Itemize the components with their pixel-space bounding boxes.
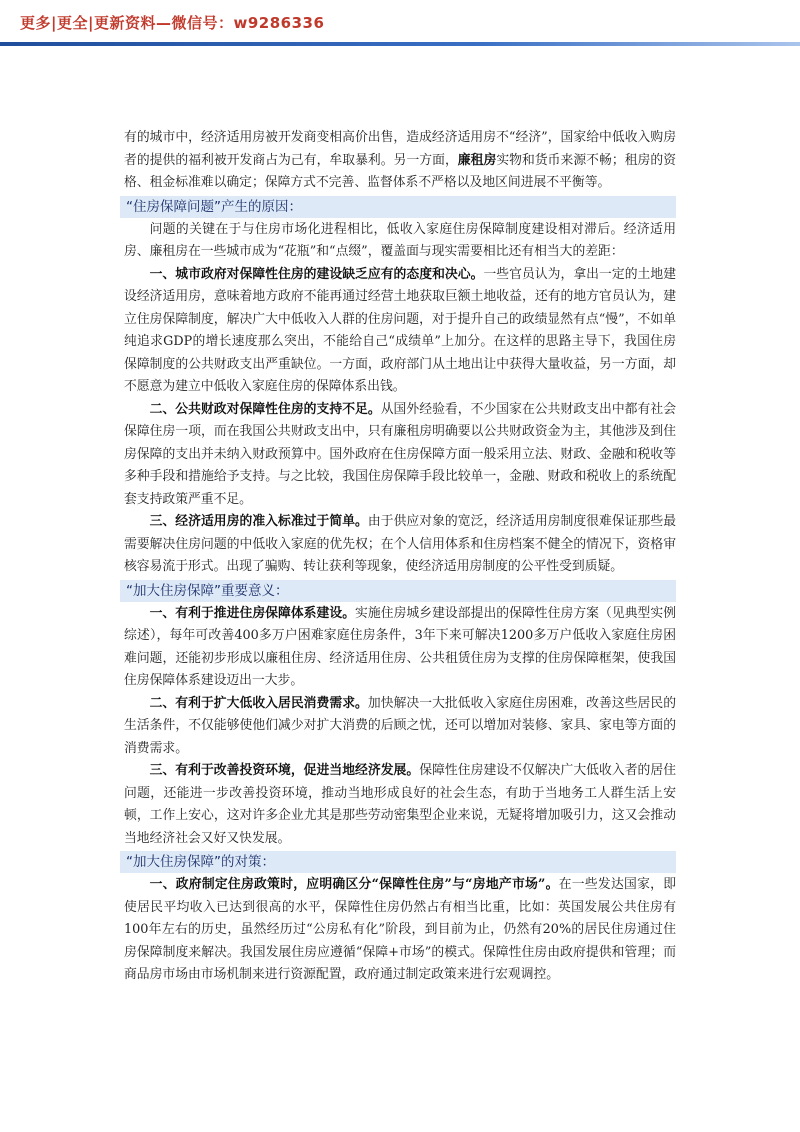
article-body	[124, 127, 676, 987]
item-title: 一、有利于推进住房保障体系建设。	[149, 605, 356, 621]
significance-item	[124, 603, 676, 693]
causes-item	[124, 511, 676, 579]
header-bar	[0, 0, 800, 52]
item-text: 由于供应对象的宽泛，经济适用房制度很难保证那些最需要解决住房问题的中低收入家庭的优先权；在个人信用体系和住房档案不健全的情况下，资格审核容易流于形式。出现了骗购、转让获利等现象，使经济适用房制度的公平性受到质疑。	[124, 514, 677, 574]
significance-item	[124, 693, 676, 761]
significance-item	[124, 760, 676, 850]
item-title: 一、政府制定住房政策时，应明确区分“保障性住房”与“房地产市场”。	[149, 877, 559, 892]
causes-item	[124, 399, 676, 512]
item-text: 实施住房城乡建设部提出的保障性住房方案（见典型实例综述），每年可改善400多万户困难家庭住房条件，3年下来可解决1200多万户低收入家庭住房困难问题，还能初步形成以廉租住房、经济适用住房、公共租赁住房为支撑的住房保障框架，使我国住房保障体系建设迈出一大步。	[124, 605, 677, 688]
item-title: 一、城市政府对保障性住房的建设缺乏应有的态度和决心。	[149, 266, 484, 282]
section-heading-countermeasures: “加大住房保障”的对策：	[120, 851, 676, 873]
item-title: 三、经济适用房的准入标准过于简单。	[149, 514, 368, 529]
wechat-banner: 更多|更全|更新资料—微信号：w9286336	[20, 14, 325, 32]
header-rule	[0, 42, 800, 46]
intro-paragraph	[124, 127, 676, 195]
item-text: 保障性住房建设不仅解决广大低收入者的居住问题，还能进一步改善投资环境，推动当地形成良好的社会生态，有助于当地务工人群生活上安顿，工作上安心，这对许多企业尤其是那些劳动密集型企业来说，无疑将增加吸引力，这又会推动当地经济社会又好又快发展。	[124, 763, 677, 846]
intro-bold: 廉租房	[457, 152, 497, 168]
item-text: 加快解决一大批低收入家庭住房困难，改善这些居民的生活条件，不仅能够使他们减少对扩大消费的后顾之忧，还可以增加对装修、家具、家电等方面的消费需求。	[124, 695, 677, 756]
intro-text-b: 实物和货币来源不畅；租房的资格、租金标准难以确定；保障方式不完善、监督体系不严格以及地区间进展不平衡等。	[124, 152, 677, 190]
item-title: 二、公共财政对保障性住房的支持不足。	[149, 401, 381, 417]
causes-item	[124, 264, 676, 399]
item-text: 在一些发达国家，即使居民平均收入已达到很高的水平，保障性住房仍然占有相当比重，比如：英国发展公共住房有100年左右的历史，虽然经历过“公房私有化”阶段，到目前为止，仍然有20%的居民住房通过住房保障制度来解决。我国发展住房应遵循“保障+市场”的模式。保障性住房由政府提供和管理；而商品房市场由市场机制来进行资源配置，政府通过制定政策来进行宏观调控。	[124, 877, 677, 982]
causes-lead-paragraph: 问题的关键在于与住房市场化进程相比，低收入家庭住房保障制度建设相对滞后。经济适用房、廉租房在一些城市成为“花瓶”和“点缀”，覆盖面与现实需要相比还有相当大的差距：	[124, 221, 676, 259]
item-title: 二、有利于扩大低收入居民消费需求。	[149, 695, 368, 711]
item-text: 一些官员认为，拿出一定的土地建设经济适用房，意味着地方政府不能再通过经营土地获取巨额土地收益，还有的地方官员认为，建立住房保障制度，解决广大中低收入人群的住房问题，对于提升自己的政绩显然有点“慢”，不如单纯追求GDP的增长速度那么突出，不能给自己“成绩单”上加分。在这样的思路主导下，我国住房保障制度的公共财政支出严重缺位。一方面，政府部门从土地出让中获得大量收益，另一方面，却不愿意为建立中低收入家庭住房的保障体系出钱。	[124, 266, 677, 394]
item-title: 三、有利于改善投资环境，促进当地经济发展。	[149, 763, 420, 778]
section-heading-significance: “加大住房保障”重要意义：	[120, 580, 676, 602]
item-text: 从国外经验看，不少国家在公共财政支出中都有社会保障住房一项，而在我国公共财政支出中，只有廉租房明确要以公共财政资金为主，其他涉及到住房保障的支出并未纳入财政预算中。国外政府在住房保障方面一般采用立法、财政、金融和税收等多种手段和措施给予支持。与之比较，我国住房保障手段比较单一，金融、财政和税收上的系统配套支持政策严重不足。	[124, 401, 677, 507]
section-heading-causes: “住房保障问题”产生的原因：	[120, 196, 676, 218]
countermeasure-item	[124, 874, 676, 987]
intro-text-a: 有的城市中，经济适用房被开发商变相高价出售，造成经济适用房不“经济”，国家给中低收入购房者的提供的福利被开发商占为己有，牟取暴利。另一方面，	[124, 130, 676, 168]
